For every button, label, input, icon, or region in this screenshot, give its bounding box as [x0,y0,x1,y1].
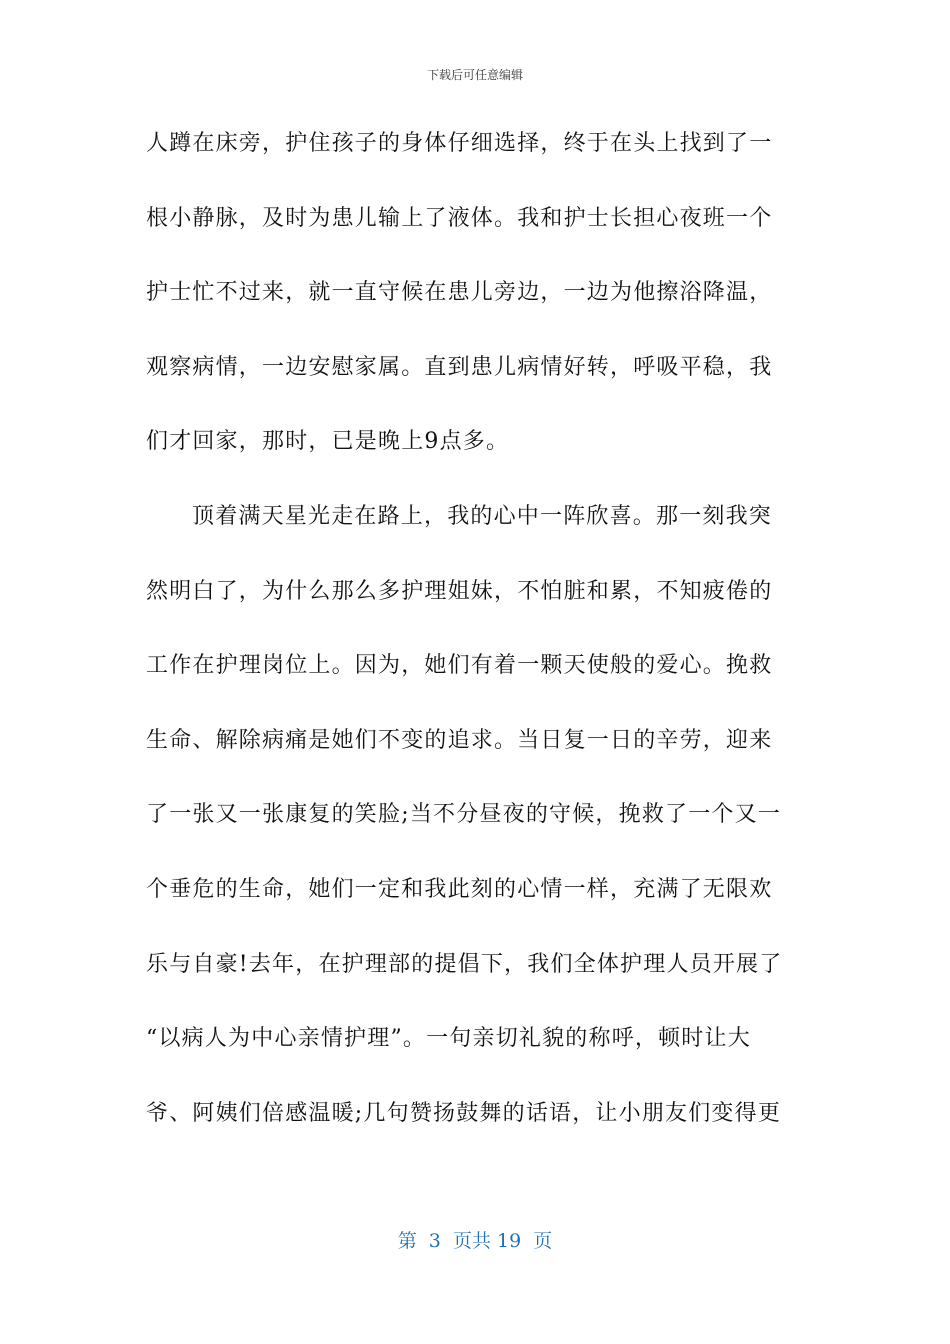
text-line-6-paragraph-start: 顶着满天星光走在路上，我的心中一阵欣喜。那一刻我突 [192,503,773,529]
body-text [146,120,806,1164]
text-line-11: 个垂危的生命，她们一定和我此刻的心情一样，充满了无限欢 [146,876,773,902]
text-line-14: 爷、阿姨们倍感温暖;几句赞扬鼓舞的话语，让小朋友们变得更 [146,1100,782,1126]
text-line-8: 工作在护理岗位上。因为，她们有着一颗天使般的爱心。挽救 [146,653,773,679]
text-line-9: 生命、解除病痛是她们不变的追求。当日复一日的辛劳，迎来 [146,727,773,753]
text-line-1: 人蹲在床旁，护住孩子的身体仔细选择，终于在头上找到了一 [146,131,773,156]
text-line-5: 们才回家，那时，已是晚上9点多。 [146,429,510,455]
text-line-12: 乐与自豪!去年，在护理部的提倡下，我们全体护理人员开展了 [146,951,783,977]
text-line-10: 了一张又一张康复的笑脸;当不分昼夜的守候，挽救了一个又一 [146,802,782,828]
page-header: 下载后可任意编辑 [426,68,523,82]
text-line-7: 然明白了，为什么那么多护理姐妹，不怕脏和累，不知疲倦的 [146,578,773,604]
text-line-4: 观察病情，一边安慰家属。直到患儿病情好转，呼吸平稳，我 [146,354,773,380]
text-line-13: “以病人为中心亲情护理”。一句亲切礼貌的称呼，顿时让大 [146,1026,751,1052]
page-number-footer: 第 3 页共 19 页 [397,1230,553,1252]
text-line-3: 护士忙不过来，就一直守候在患儿旁边，一边为他擦浴降温， [146,280,773,306]
text-line-2: 根小静脉，及时为患儿输上了液体。我和护士长担心夜班一个 [146,205,773,231]
